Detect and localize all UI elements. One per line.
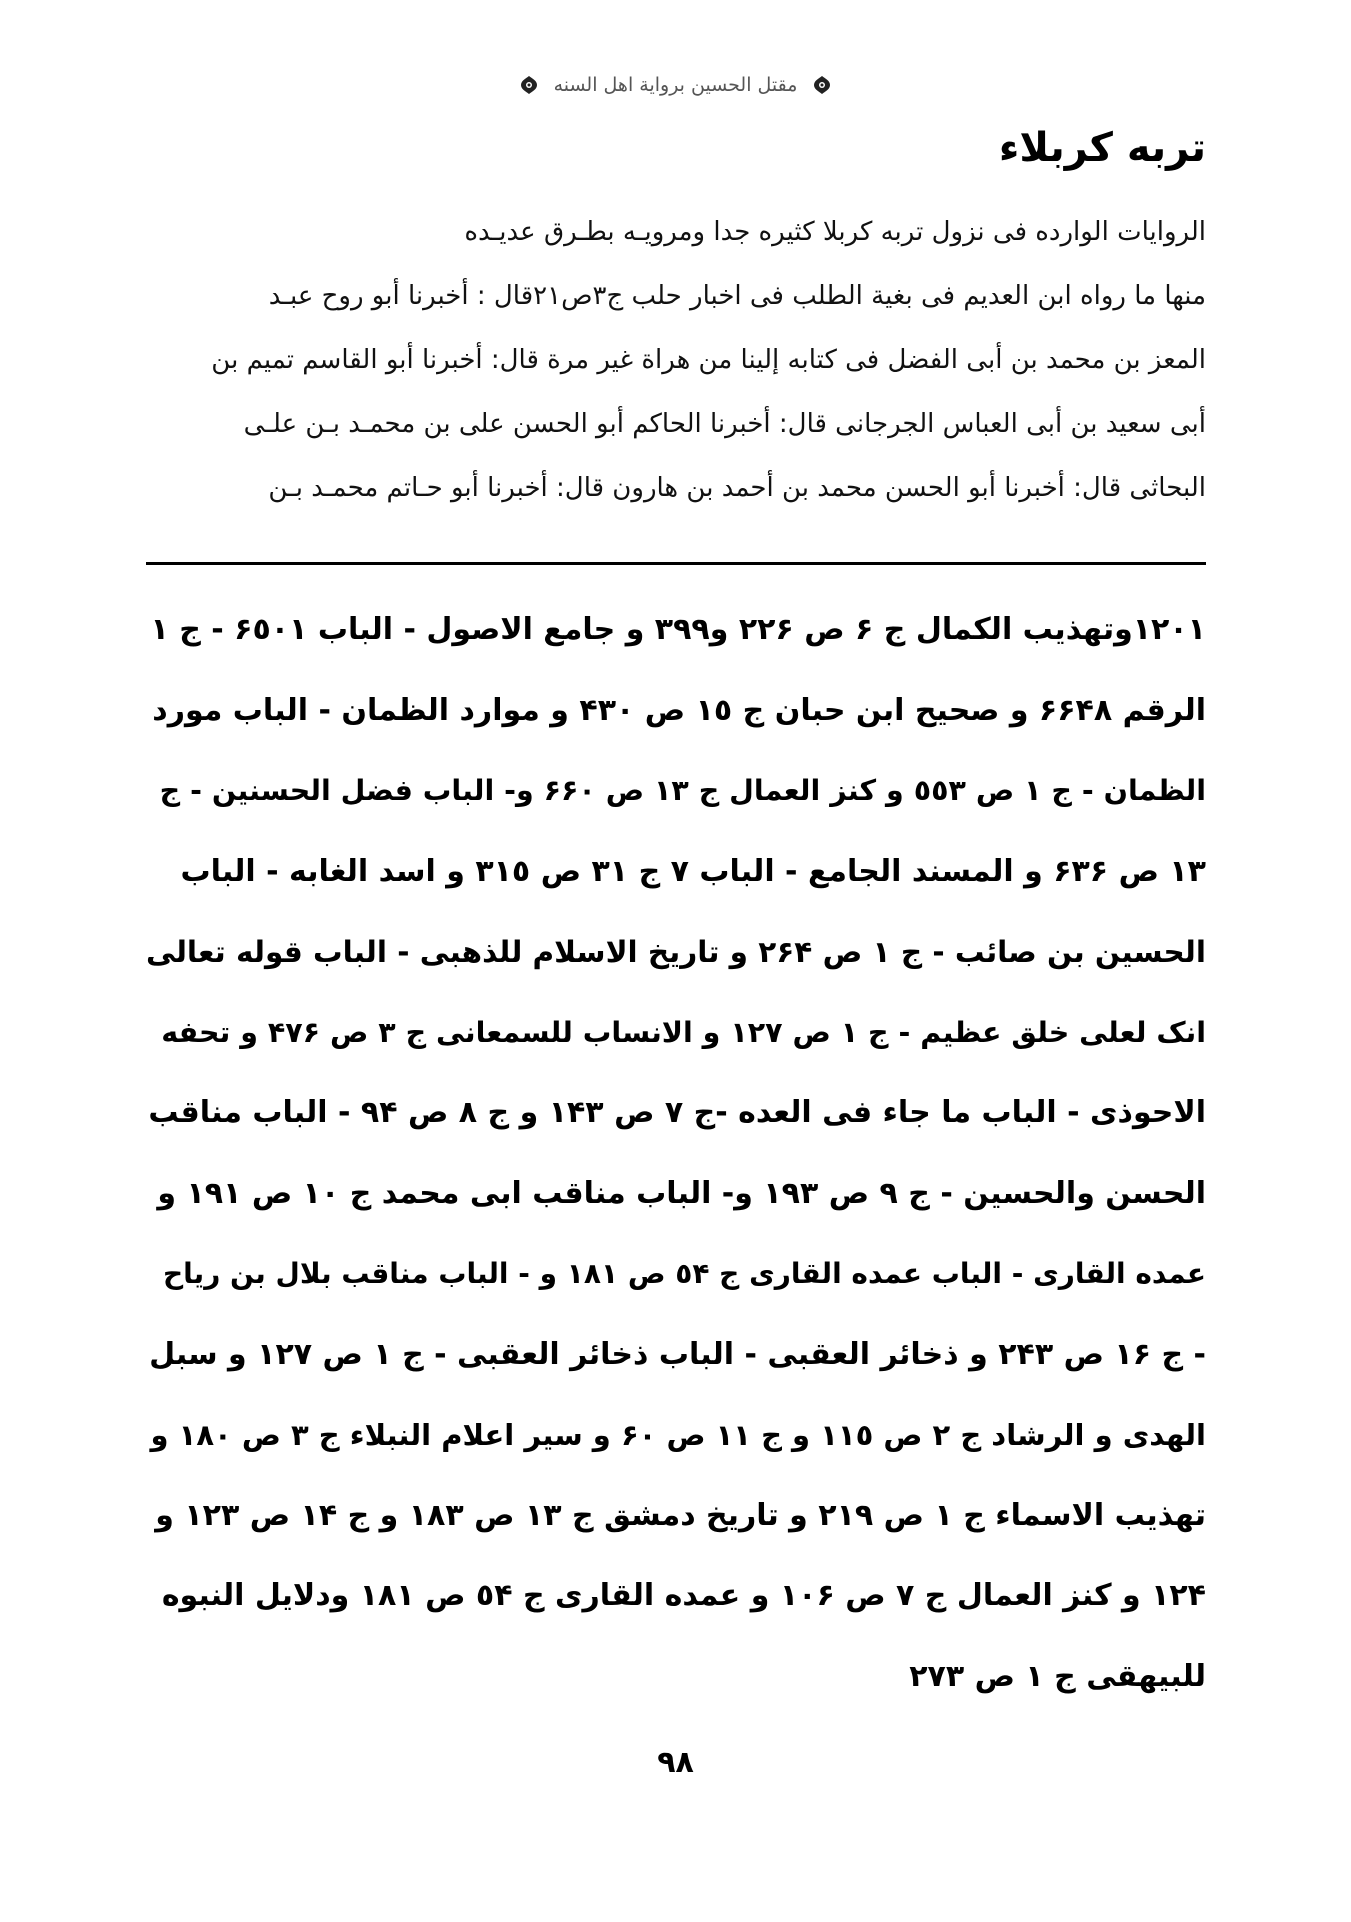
footnote-line: ١٢۴ و كنز العمال ج ٧ ص ١٠۶ و عمده القارى ج ٥۴ ص ١٨١ ودلايل النبوه — [161, 1578, 1206, 1613]
section-title: تربه كربلاء — [998, 125, 1206, 171]
body-line: منها ما رواه ابن العديم فى بغية الطلب فى اخبار حلب ج٣ص٢١قال : أخبرنا أبو روح عبـد — [268, 281, 1206, 311]
footnote-line: - ج ١۶ ص ٢۴٣ و ذخائر العقبى - الباب ذخائر العقبى - ج ١ ص ١٢٧ و سبل — [149, 1336, 1206, 1372]
body-line: أبى سعيد بن أبى العباس الجرجانى قال: أخبرنا الحاكم أبو الحسن على بن محمـد بـن علـى — [243, 409, 1206, 439]
floral-ornament-icon — [811, 74, 833, 96]
footnote-line: تهذيب الاسماء ج ١ ص ٢١٩ و تاريخ دمشق ج ١٣ ص ١٨٣ و ج ١۴ ص ١٢٣ و — [155, 1497, 1206, 1533]
footnote-line: الهدى و الرشاد ج ٢ ص ١١٥ و ج ١١ ص ۶٠ و سير اعلام النبلاء ج ٣ ص ١٨٠ و — [150, 1418, 1206, 1452]
footnote-line: للبيهقى ج ١ ص ٢٧٣ — [909, 1658, 1206, 1694]
floral-ornament-icon — [518, 74, 540, 96]
footnote-block — [146, 590, 1206, 1717]
page-number: ٩٨ — [657, 1745, 694, 1780]
footnote-separator — [146, 562, 1206, 565]
footnote-line: ١٣ ص ۶٣۶ و المسند الجامع - الباب ٧ ج ٣١ ص ٣١٥ و اسد الغابه - الباب — [180, 853, 1206, 889]
running-title: مقتل الحسين برواية اهل السنه — [553, 74, 798, 96]
footnote-line: الحسن والحسين - ج ٩ ص ١٩٣ و- الباب مناقب ابى محمد ج ١٠ ص ١٩١ و — [157, 1175, 1206, 1211]
footnote-line: الحسين بن صائب - ج ١ ص ٢۶۴ و تاريخ الاسلام للذهبى - الباب قوله تعالى — [145, 935, 1206, 969]
body-paragraph — [146, 200, 1206, 520]
body-line: الروايات الوارده فى نزول تربه كربلا كثيره جدا ومرويـه بطـرق عديـده — [464, 217, 1206, 247]
body-line: المعز بن محمد بن أبى الفضل فى كتابه إلينا من هراة غير مرة قال: أخبرنا أبو القاسم تميم بن — [211, 345, 1206, 375]
body-line: البحاثى قال: أخبرنا أبو الحسن محمد بن أحمد بن هارون قال: أخبرنا أبو حـاتم محمـد بـن — [268, 473, 1206, 503]
footnote-line: الظمان - ج ١ ص ٥٥٣ و كنز العمال ج ١٣ ص ۶۶٠ و- الباب فضل الحسنين - ج — [159, 774, 1206, 807]
footnote-line: الاحوذى - الباب ما جاء فى العده -ج ٧ ص ١۴٣ و ج ٨ ص ٩۴ - الباب مناقب — [148, 1095, 1206, 1130]
footnote-line: عمده القارى - الباب عمده القارى ج ٥۴ ص ١٨١ و - الباب مناقب بلال بن رياح — [162, 1257, 1206, 1290]
footnote-line: انک لعلى خلق عظيم - ج ١ ص ١٢٧ و الانساب للسمعانى ج ٣ ص ۴٧۶ و تحفه — [161, 1015, 1206, 1049]
running-header — [0, 60, 1351, 110]
footnote-line: الرقم ۶۶۴٨ و صحيح ابن حبان ج ١٥ ص ۴٣٠ و موارد الظمان - الباب مورد — [152, 692, 1206, 728]
footnote-line: ١٢٠١وتهذيب الكمال ج ۶ ص ٢٢۶ و٣٩٩ و جامع الاصول - الباب ۶٥٠١ - ج ١ — [150, 612, 1206, 647]
